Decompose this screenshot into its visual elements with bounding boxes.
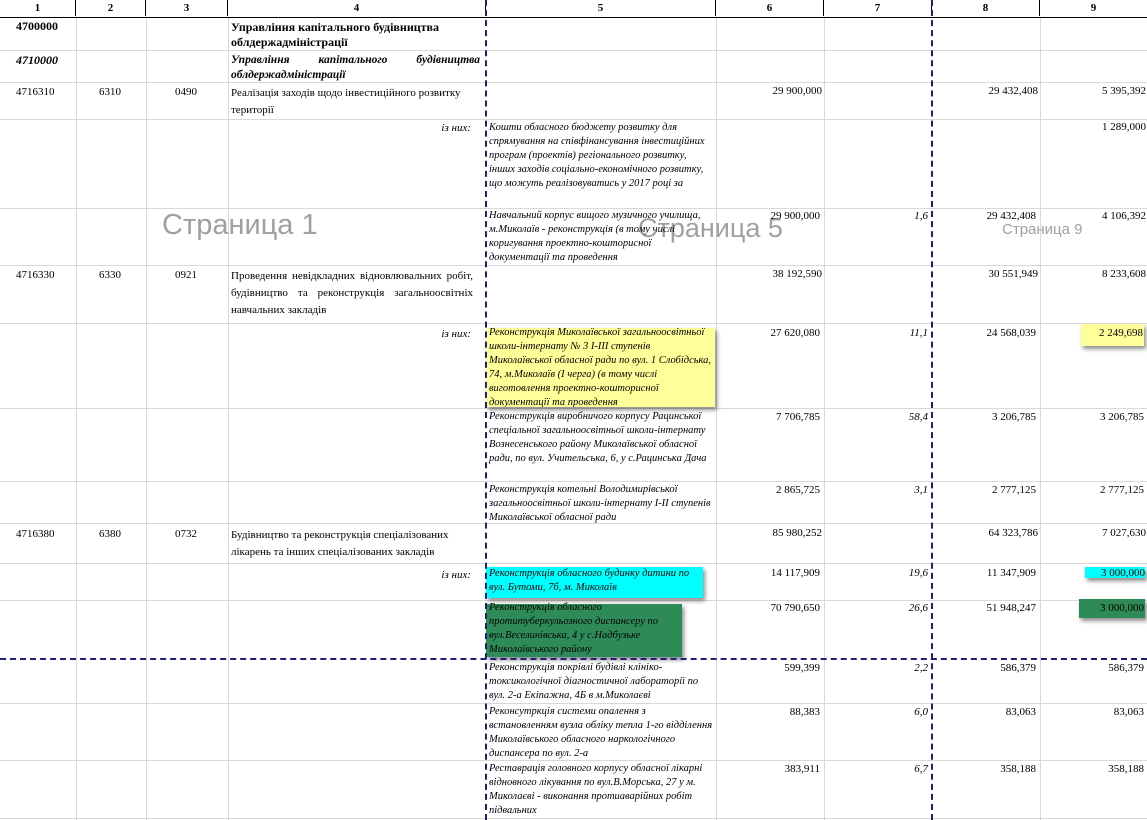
row-description[interactable]: Навчальний корпус вищого музичного училища, м.Миколаїв - реконструкція (в тому числі коригування проектно-кошторисної документації та проведення	[489, 210, 701, 263]
row-code[interactable]: 4716310	[16, 86, 55, 98]
column-header-1[interactable]: 1	[0, 0, 76, 16]
row-name[interactable]: Управління капітального будівництва облдержадміністрації	[231, 20, 440, 49]
row-description[interactable]: Реконструкція котельні Володимирівської загальноосвітньої школи-інтернату І-ІІ ступенів Миколаївської обласної ради	[489, 484, 711, 523]
row-kfk[interactable]: 6330	[99, 269, 121, 281]
cell-col6[interactable]: 85 980,252	[772, 527, 822, 539]
row-kvk[interactable]: 0921	[175, 269, 197, 281]
row-description[interactable]: Реконструкція обласного протитуберкульозного диспансеру по вул.Веселинівська, 4 у с.Надбузьке Миколаївського району	[489, 602, 659, 655]
column-header-7[interactable]: 7	[824, 0, 932, 16]
cell-col6[interactable]: 27 620,080	[770, 327, 820, 339]
cell-col6[interactable]: 599,399	[784, 662, 820, 674]
cell-col6[interactable]: 88,383	[789, 706, 820, 718]
row-kfk[interactable]: 6310	[99, 86, 121, 98]
cell-col6[interactable]: 14 117,909	[770, 567, 820, 579]
column-header-9[interactable]: 9	[1090, 2, 1097, 14]
row-name[interactable]: Проведення невідкладних відновлювальних робіт, будівництво та реконструкція загальноосвітніх навчальних закладів	[231, 270, 473, 316]
cell-col9[interactable]: 3 206,785	[1100, 411, 1144, 423]
page-break-vertical[interactable]	[485, 0, 487, 820]
cell-col8[interactable]: 29 432,408	[988, 85, 1038, 97]
cell-col9[interactable]: 3 000,000	[1100, 602, 1144, 614]
row-code[interactable]: 4716380	[16, 528, 55, 540]
row-description[interactable]: Реконструкція обласного будинку дитини по вул. Бутоми, 7б, м. Миколаїв	[489, 568, 690, 593]
cell-col8[interactable]: 358,188	[1000, 763, 1036, 775]
cell-col9[interactable]: 83,063	[1113, 706, 1144, 718]
page-watermark-1: Страница 1	[162, 209, 318, 241]
row-code[interactable]: 4716330	[16, 269, 55, 281]
cell-col6[interactable]: 29 900,000	[770, 210, 820, 222]
cell-col9[interactable]: 2 777,125	[1100, 484, 1144, 496]
column-header-3[interactable]: 3	[146, 0, 228, 16]
iz-nykh-label: із них:	[441, 328, 471, 340]
iz-nykh-label: із них:	[441, 569, 471, 581]
cell-col9[interactable]: 4 106,392	[1102, 210, 1146, 222]
row-name[interactable]: Управління капітального будівництва облдержадміністрації	[231, 54, 480, 81]
row-kvk[interactable]: 0732	[175, 528, 197, 540]
cell-col6[interactable]: 38 192,590	[772, 268, 822, 280]
cell-col9[interactable]: 586,379	[1108, 662, 1144, 674]
cell-col9[interactable]: 3 000,000	[1101, 567, 1145, 579]
cell-col8[interactable]: 83,063	[1005, 706, 1036, 718]
cell-col6[interactable]: 29 900,000	[772, 85, 822, 97]
cell-col8[interactable]: 51 948,247	[986, 602, 1036, 614]
page-break-vertical[interactable]	[931, 0, 933, 820]
cell-col8[interactable]: 24 568,039	[986, 327, 1036, 339]
row-kfk[interactable]: 6380	[99, 528, 121, 540]
column-header-2[interactable]: 2	[76, 0, 146, 16]
row-kvk[interactable]: 0490	[175, 86, 197, 98]
row-description[interactable]: Реконструкція покрівлі будівлі клініко-токсикологічної діагностичної лабораторії по вул. 2-а Екіпажна, 4Б в м.Миколаєві	[489, 662, 699, 701]
cell-col7[interactable]: 19,6	[908, 567, 928, 579]
cell-col9[interactable]: 7 027,630	[1102, 527, 1146, 539]
cell-col7[interactable]: 6,0	[914, 706, 928, 718]
column-header-6[interactable]: 6	[716, 0, 824, 16]
column-header-4[interactable]: 4	[228, 0, 486, 16]
cell-col9[interactable]: 5 395,392	[1102, 85, 1146, 97]
cell-col7[interactable]: 26,6	[908, 602, 928, 614]
column-header-row	[0, 0, 1147, 18]
cell-col8[interactable]: 30 551,949	[988, 268, 1038, 280]
cell-col7[interactable]: 1,6	[914, 210, 928, 222]
row-description[interactable]: Реставрація головного корпусу обласної лікарні відновного лікування по вул.В.Морська, 27 у м. Миколаєві - виконання протиаварійних робіт підвальних	[489, 763, 703, 816]
cell-col6[interactable]: 70 790,650	[770, 602, 820, 614]
cell-col6[interactable]: 383,911	[784, 763, 820, 775]
cell-col8[interactable]: 29 432,408	[986, 210, 1036, 222]
cell-col7[interactable]: 11,1	[909, 327, 928, 339]
cell-col8[interactable]: 3 206,785	[992, 411, 1036, 423]
cell-col8[interactable]: 11 347,909	[986, 567, 1036, 579]
cell-col9[interactable]: 358,188	[1108, 763, 1144, 775]
row-code[interactable]: 4700000	[16, 19, 58, 33]
cell-col8[interactable]: 2 777,125	[992, 484, 1036, 496]
cell-col8[interactable]: 64 323,786	[988, 527, 1038, 539]
row-name[interactable]: Будівництво та реконструкція спеціалізованих лікарень та інших спеціалізованих закладів	[231, 529, 449, 558]
cell-col7[interactable]: 2,2	[914, 662, 928, 674]
row-description[interactable]: Реконструкція виробничого корпусу Рацинської спеціальної загальноосвітньої школи-інтернату Вознесенського району Миколаївської обласної ради, по вул. Учительська, 6, у с.Рацинська Дача	[489, 411, 707, 464]
page-watermark-9: Страница 9	[1002, 221, 1083, 238]
cell-col6[interactable]: 2 865,725	[776, 484, 820, 496]
row-description[interactable]: Кошти обласного бюджету розвитку для спрямування на співфінансування інвестиційних програм (проектів) регіонального розвитку, інших заходів соціально-економічного розвитку, що можуть реалізовуватись у 2017 році за	[489, 122, 705, 189]
column-header-8[interactable]: 8	[932, 0, 1040, 16]
row-code[interactable]: 4710000	[16, 53, 58, 67]
page-break-horizontal[interactable]	[0, 658, 1147, 660]
row-description[interactable]: Реконсутркція системи опалення з встановленням вузла обліку тепла 1-го відділення Миколаївського обласного наркологічного диспансера по вул. 2-а	[489, 706, 713, 759]
cell-col7[interactable]: 58,4	[908, 411, 928, 423]
cell-col7[interactable]: 6,7	[914, 763, 928, 775]
cell-col8[interactable]: 586,379	[1000, 662, 1036, 674]
row-description[interactable]: Реконструкція Миколаївської загальноосвітньої школи-інтернату № 3 І-ІІІ ступенів Миколаївської обласної ради по вул. 1 Слобідська, 74, м.Миколаїв (І черга) (в тому числі виготовлення проектно-кошторисної документації та проведення	[489, 327, 712, 407]
cell-col9[interactable]: 1 289,000	[1102, 121, 1146, 133]
column-header-5[interactable]: 5	[486, 0, 716, 16]
page-watermark-5: Страница 5	[638, 213, 783, 243]
iz-nykh-label: із них:	[441, 122, 471, 134]
cell-col9[interactable]: 8 233,608	[1102, 268, 1146, 280]
cell-col9[interactable]: 2 249,698	[1099, 327, 1143, 339]
cell-col6[interactable]: 7 706,785	[776, 411, 820, 423]
row-name[interactable]: Реалізація заходів щодо інвестиційного розвитку території	[231, 87, 461, 116]
cell-col7[interactable]: 3,1	[914, 484, 928, 496]
